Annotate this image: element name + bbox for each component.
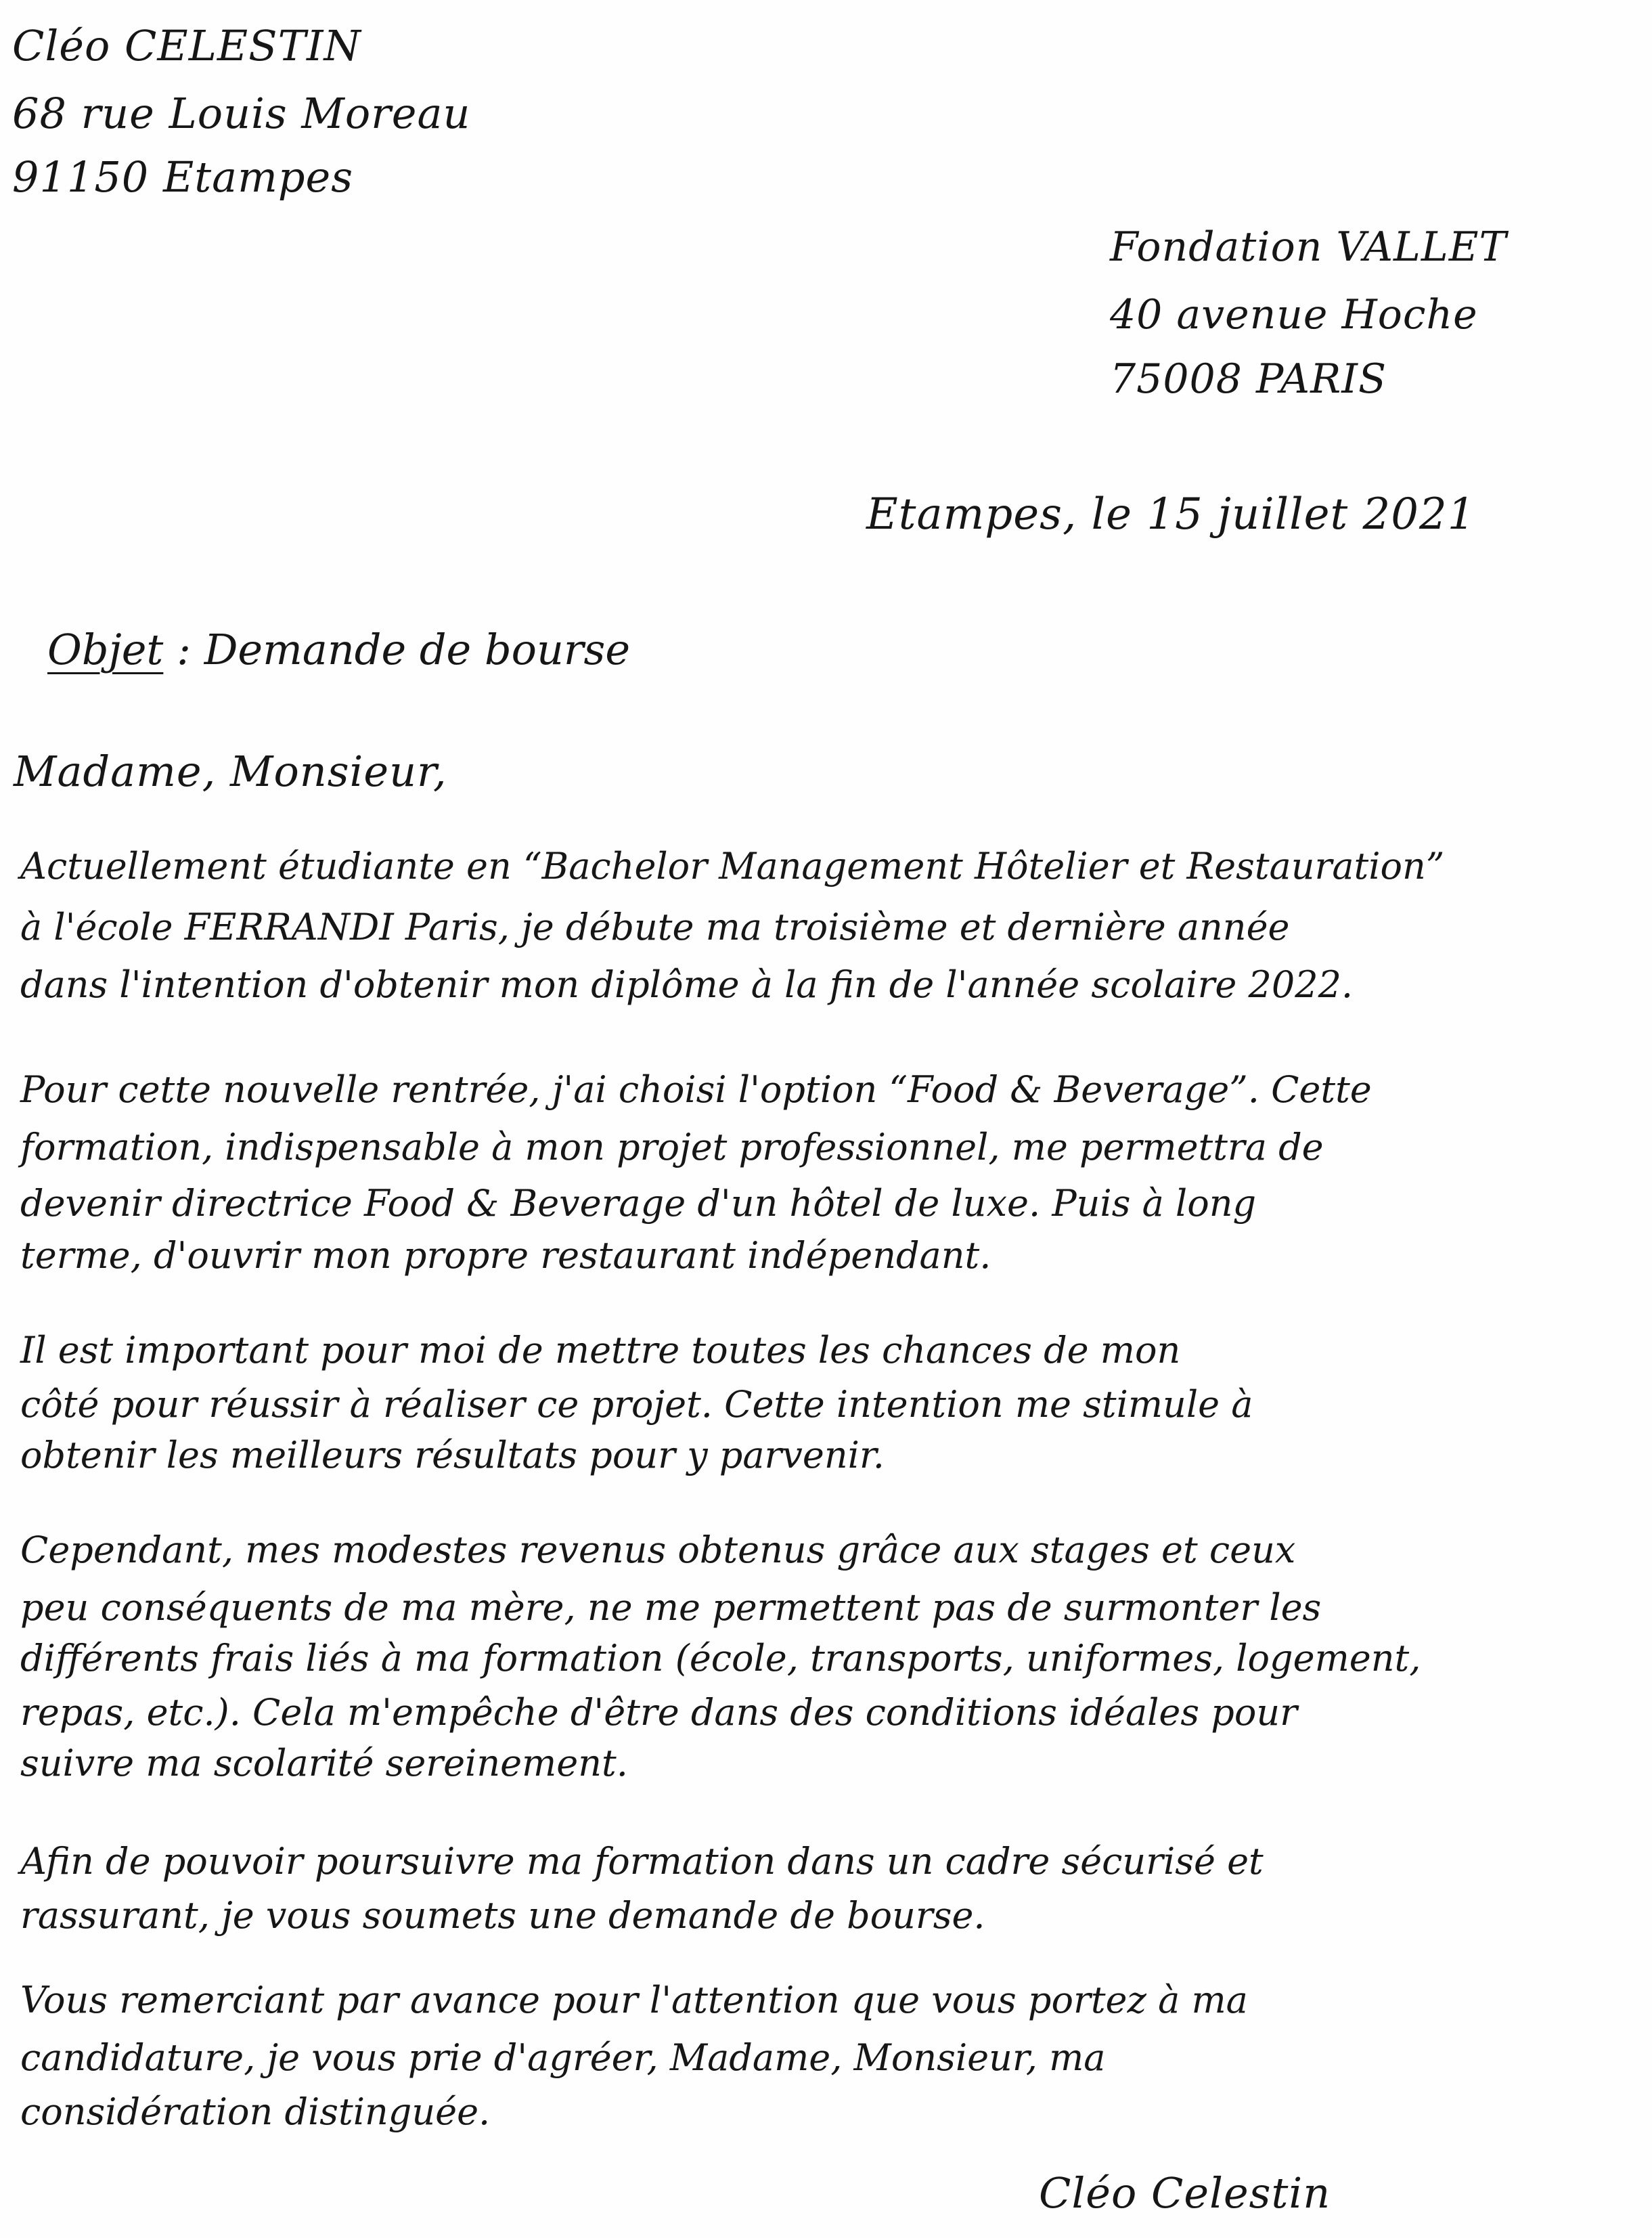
paragraph-line: différents frais liés à ma formation (école, transports, uniformes, logement, — [20, 1637, 1421, 1680]
paragraph-line: terme, d'ouvrir mon propre restaurant indépendant. — [20, 1234, 991, 1277]
paragraph-line: devenir directrice Food & Beverage d'un hôtel de luxe. Puis à long — [20, 1182, 1257, 1225]
paragraph-line: formation, indispensable à mon projet professionnel, me permettra de — [20, 1126, 1324, 1168]
signature: Cléo Celestin — [1039, 2168, 1331, 2218]
paragraph-line: considération distinguée. — [20, 2090, 491, 2133]
salutation: Madame, Monsieur, — [14, 747, 447, 796]
paragraph-line: obtenir les meilleurs résultats pour y parvenir. — [20, 1434, 885, 1476]
paragraph-line: rassurant, je vous soumets une demande de bourse. — [20, 1894, 985, 1937]
recipient-city: 75008 PARIS — [1110, 355, 1387, 403]
paragraph-line: dans l'intention d'obtenir mon diplôme à la fin de l'année scolaire 2022. — [20, 963, 1354, 1006]
paragraph-line: Afin de pouvoir poursuivre ma formation dans un cadre sécurisé et — [20, 1840, 1264, 1883]
paragraph-line: à l'école FERRANDI Paris, je débute ma troisième et dernière année — [20, 906, 1290, 948]
paragraph-line: Cependant, mes modestes revenus obtenus grâce aux stages et ceux — [20, 1529, 1296, 1571]
paragraph-line: Pour cette nouvelle rentrée, j'ai choisi l'option “Food & Beverage”. Cette — [20, 1068, 1372, 1111]
sender-name: Cléo CELESTIN — [12, 21, 361, 70]
paragraph-line: Actuellement étudiante en “Bachelor Management Hôtelier et Restauration” — [20, 845, 1445, 887]
paragraph-line: peu conséquents de ma mère, ne me permettent pas de surmonter les — [20, 1586, 1322, 1629]
sender-street: 68 rue Louis Moreau — [12, 89, 471, 138]
subject-separator: : — [177, 625, 191, 674]
subject-line — [47, 623, 630, 677]
sender-city: 91150 Etampes — [12, 152, 354, 202]
paragraph-line: repas, etc.). Cela m'empêche d'être dans des conditions idéales pour — [20, 1691, 1297, 1734]
paragraph-line: côté pour réussir à réaliser ce projet. Cette intention me stimule à — [20, 1383, 1253, 1426]
letter-date: Etampes, le 15 juillet 2021 — [866, 489, 1476, 540]
subject-label: Objet — [47, 625, 164, 674]
recipient-street: 40 avenue Hoche — [1110, 291, 1478, 338]
paragraph-line: Vous remerciant par avance pour l'attention que vous portez à ma — [20, 1979, 1248, 2021]
paragraph-line: candidature, je vous prie d'agréer, Madame, Monsieur, ma — [20, 2036, 1106, 2079]
recipient-name: Fondation VALLET — [1110, 223, 1507, 271]
paragraph-line: Il est important pour moi de mettre toutes les chances de mon — [20, 1329, 1181, 1372]
subject-text: Demande de bourse — [204, 625, 631, 674]
paragraph-line: suivre ma scolarité sereinement. — [20, 1742, 628, 1784]
